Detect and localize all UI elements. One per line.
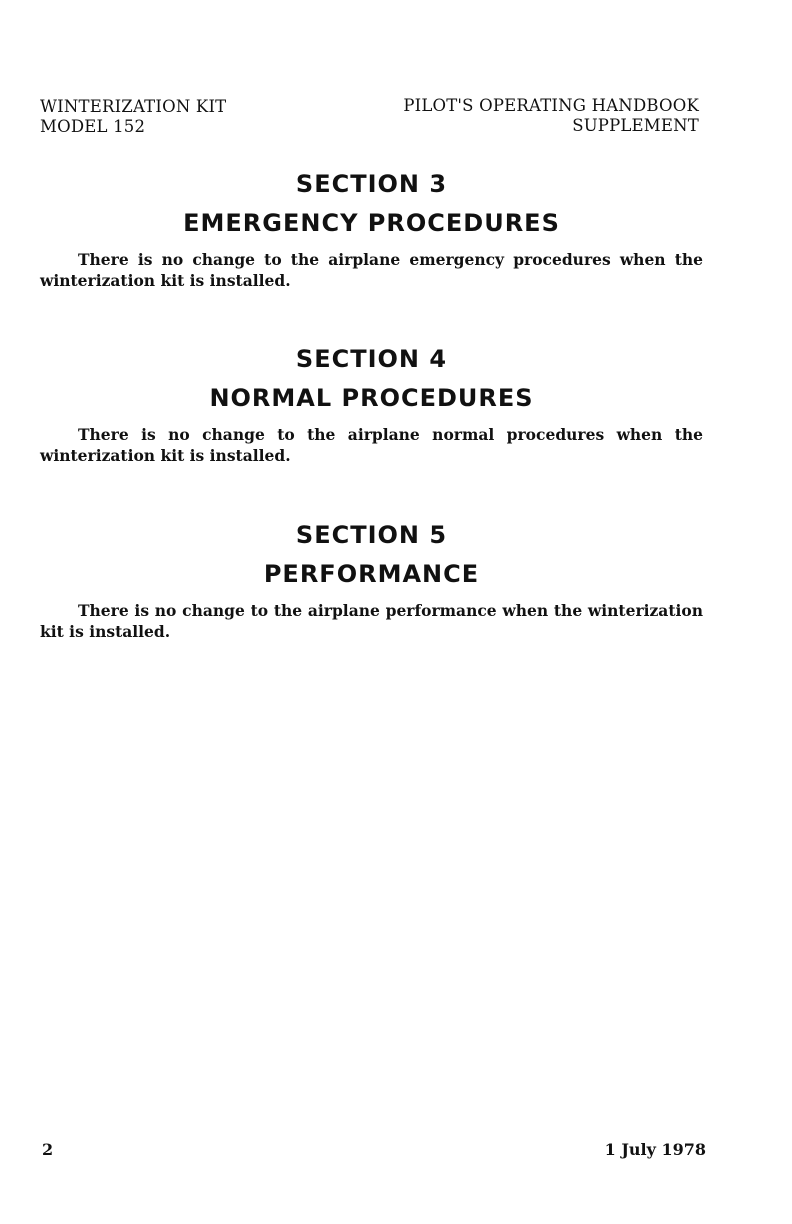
header-model: MODEL 152: [40, 117, 146, 136]
header-kit-title: WINTERIZATION KIT: [40, 97, 227, 116]
section-title: EMERGENCY PROCEDURES: [183, 209, 560, 237]
section-3: [40, 170, 703, 291]
section-4: [40, 345, 703, 466]
section-text: There is no change to the airplane performance when the winterization kit is installed.: [40, 601, 703, 641]
section-number: SECTION 4: [295, 345, 448, 373]
section-text: There is no change to the airplane emergency procedures when the winterization kit is installed.: [40, 250, 703, 290]
header-supplement: SUPPLEMENT: [572, 116, 699, 135]
section-text: There is no change to the airplane normal procedures when the winterization kit is installed.: [40, 425, 703, 465]
header-right: [403, 96, 699, 136]
section-number: SECTION 5: [295, 521, 448, 549]
section-title: PERFORMANCE: [263, 560, 480, 588]
section-title: NORMAL PROCEDURES: [209, 384, 534, 412]
page-number: 2: [42, 1140, 54, 1159]
revision-date: 1 July 1978: [604, 1140, 706, 1159]
header-handbook-title: PILOT'S OPERATING HANDBOOK: [403, 96, 699, 115]
section-5: [40, 521, 703, 642]
section-number: SECTION 3: [295, 170, 448, 198]
header-left: [40, 97, 226, 137]
